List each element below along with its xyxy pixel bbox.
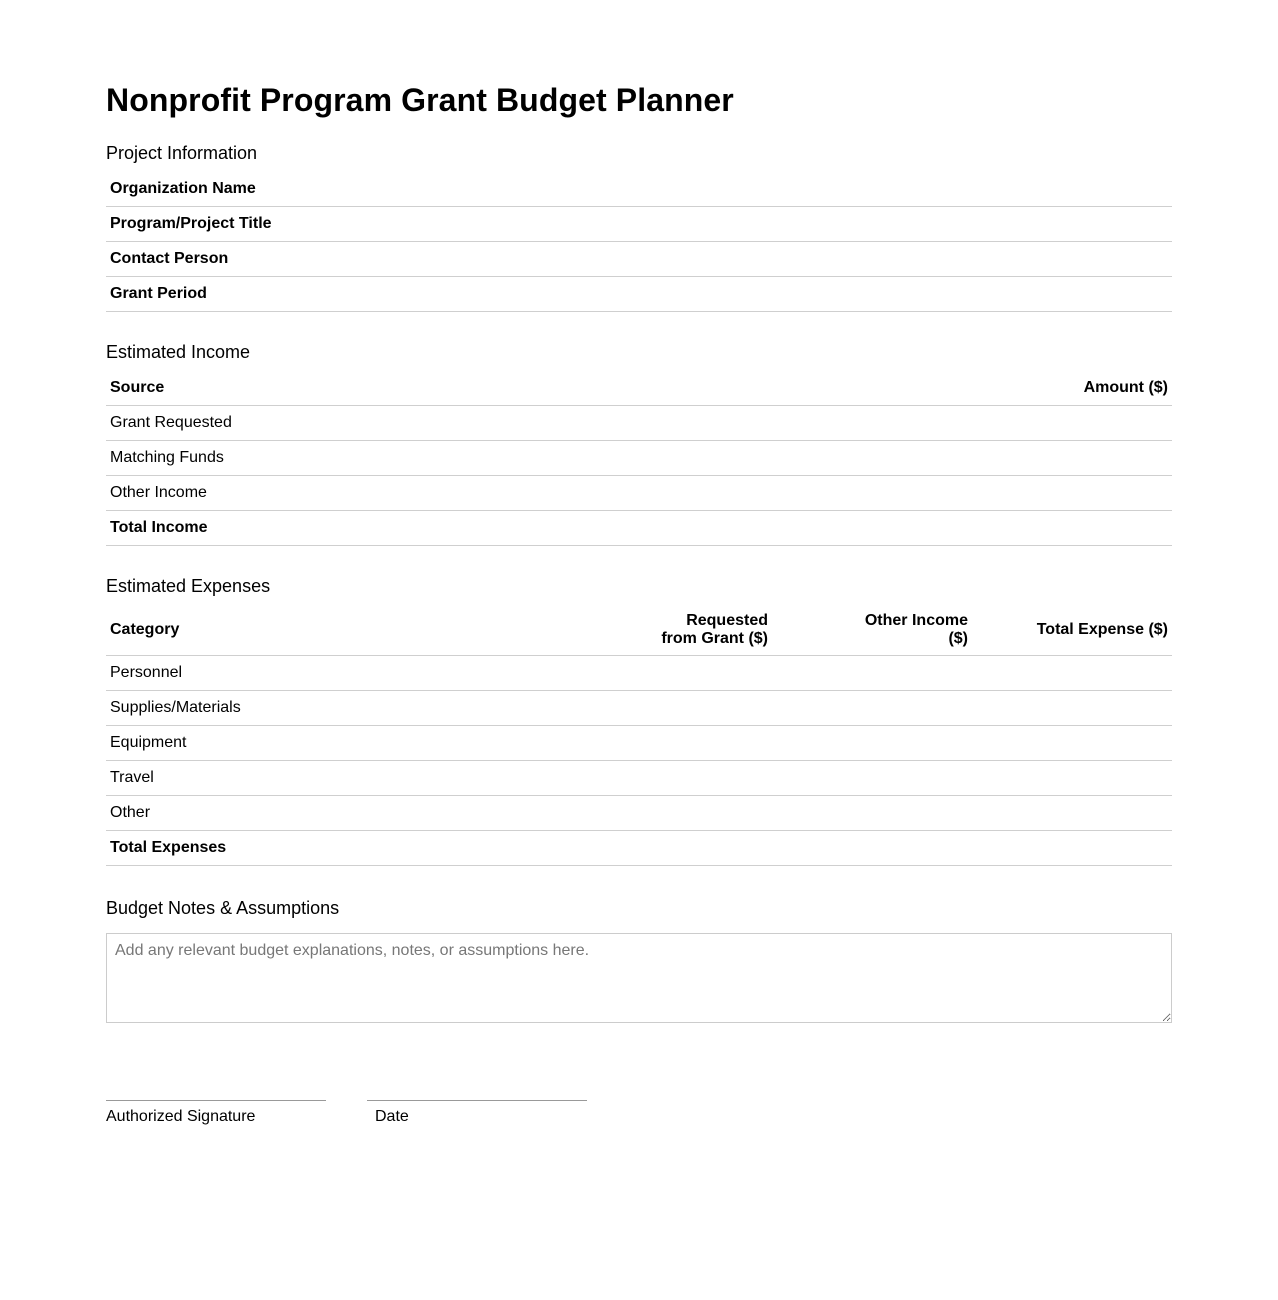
table-row bbox=[106, 796, 1172, 831]
income-amount-cell[interactable] bbox=[729, 441, 1172, 476]
table-row bbox=[106, 406, 1172, 441]
requested-cell[interactable] bbox=[572, 656, 772, 691]
page-title: Nonprofit Program Grant Budget Planner bbox=[106, 82, 734, 118]
project-info-heading: Project Information bbox=[106, 143, 258, 163]
total-income-label: Total Income bbox=[106, 511, 729, 546]
expense-category: Equipment bbox=[106, 726, 572, 761]
other-cell[interactable] bbox=[772, 796, 972, 831]
income-source: Other Income bbox=[106, 476, 729, 511]
total-expenses-label: Total Expenses bbox=[106, 831, 572, 866]
income-amount-cell[interactable] bbox=[729, 476, 1172, 511]
total-expenses-row bbox=[106, 831, 1172, 866]
other-header-line2: ($) bbox=[948, 630, 968, 647]
requested-header-line2: from Grant ($) bbox=[661, 630, 768, 647]
total-cell bbox=[972, 796, 1172, 831]
organization-name-label: Organization Name bbox=[106, 172, 1172, 207]
other-cell[interactable] bbox=[772, 761, 972, 796]
notes-heading: Budget Notes & Assumptions bbox=[106, 898, 340, 918]
project-info-row[interactable] bbox=[106, 172, 1172, 207]
expenses-heading: Estimated Expenses bbox=[106, 576, 271, 596]
signature-label: Authorized Signature bbox=[106, 1108, 256, 1125]
income-source: Matching Funds bbox=[106, 441, 729, 476]
project-info-row[interactable] bbox=[106, 277, 1172, 312]
project-info-row[interactable] bbox=[106, 207, 1172, 242]
requested-header-line1: Requested bbox=[686, 612, 768, 629]
table-row bbox=[106, 441, 1172, 476]
budget-notes-textarea[interactable] bbox=[106, 933, 1172, 1023]
total-cell bbox=[972, 726, 1172, 761]
date-label: Date bbox=[375, 1108, 409, 1125]
project-title-label: Program/Project Title bbox=[106, 207, 1172, 242]
signature-line[interactable] bbox=[106, 1100, 326, 1126]
total-expense-header: Total Expense ($) bbox=[972, 605, 1172, 656]
total-cell bbox=[972, 656, 1172, 691]
income-source: Grant Requested bbox=[106, 406, 729, 441]
table-row bbox=[106, 656, 1172, 691]
requested-cell[interactable] bbox=[572, 796, 772, 831]
requested-cell[interactable] bbox=[572, 726, 772, 761]
table-row bbox=[106, 476, 1172, 511]
other-cell[interactable] bbox=[772, 656, 972, 691]
grand-total-cell bbox=[972, 831, 1172, 866]
table-row bbox=[106, 726, 1172, 761]
other-total-cell bbox=[772, 831, 972, 866]
expense-category: Supplies/Materials bbox=[106, 691, 572, 726]
contact-person-label: Contact Person bbox=[106, 242, 1172, 277]
other-income-header bbox=[772, 605, 972, 656]
total-cell bbox=[972, 691, 1172, 726]
amount-header: Amount ($) bbox=[729, 371, 1172, 406]
category-header: Category bbox=[106, 605, 572, 656]
requested-cell[interactable] bbox=[572, 691, 772, 726]
requested-cell[interactable] bbox=[572, 761, 772, 796]
income-header-row bbox=[106, 371, 1172, 406]
income-table bbox=[106, 371, 1172, 546]
project-info-row[interactable] bbox=[106, 242, 1172, 277]
table-row bbox=[106, 761, 1172, 796]
project-info-table bbox=[106, 172, 1172, 312]
total-income-row bbox=[106, 511, 1172, 546]
expenses-header-row bbox=[106, 605, 1172, 656]
expense-category: Other bbox=[106, 796, 572, 831]
expense-category: Personnel bbox=[106, 656, 572, 691]
source-header: Source bbox=[106, 371, 729, 406]
income-amount-cell[interactable] bbox=[729, 406, 1172, 441]
grant-period-label: Grant Period bbox=[106, 277, 1172, 312]
income-heading: Estimated Income bbox=[106, 342, 251, 362]
other-cell[interactable] bbox=[772, 691, 972, 726]
other-header-line1: Other Income bbox=[864, 612, 968, 629]
table-row bbox=[106, 691, 1172, 726]
other-cell[interactable] bbox=[772, 726, 972, 761]
date-line[interactable] bbox=[367, 1100, 587, 1126]
requested-total-cell bbox=[572, 831, 772, 866]
expense-category: Travel bbox=[106, 761, 572, 796]
total-income-cell bbox=[729, 511, 1172, 546]
total-cell bbox=[972, 761, 1172, 796]
requested-header bbox=[572, 605, 772, 656]
expenses-table bbox=[106, 605, 1172, 866]
